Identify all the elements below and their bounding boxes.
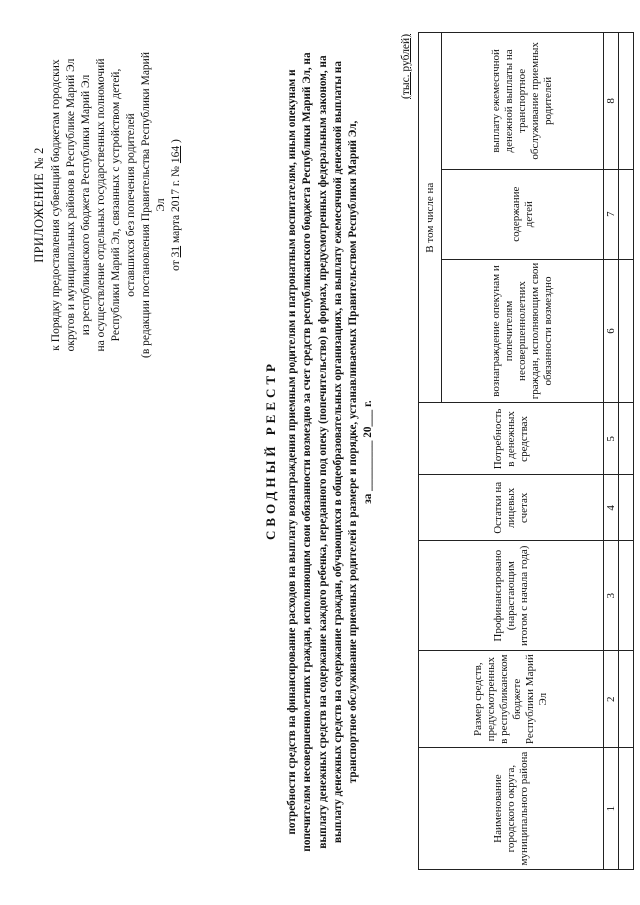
appendix-block <box>32 45 184 365</box>
column-number: 7 <box>604 169 619 259</box>
rotated-page <box>20 15 620 885</box>
units-label: (тыс. рублей) <box>400 33 412 99</box>
empty-data-row <box>619 33 634 870</box>
header-financed: Профинансировано (нарастающим итогом с начала года) <box>419 541 604 651</box>
column-number: 2 <box>604 651 619 748</box>
table-cell[interactable] <box>619 33 634 170</box>
appendix-line: оставшихся без попечения родителей <box>125 113 137 297</box>
header-need: Потребность в денежных средствах <box>419 403 604 475</box>
date-mid: марта 2017 г. № <box>170 165 182 244</box>
header-district: Наименование городского округа, муниципального района <box>419 748 604 870</box>
table-cell[interactable] <box>619 651 634 748</box>
date-suffix: ) <box>170 139 182 143</box>
column-number: 3 <box>604 541 619 651</box>
header-budget-amount: Размер средств, предусмотренных в республиканском бюджете Республики Марий Эл <box>419 651 604 748</box>
appendix-date-line <box>169 45 184 365</box>
subheader-remuneration: вознаграждение опекунам и попечителям несовершеннолетних граждан, исполняющим свои обязанности возмездно <box>442 259 604 403</box>
header-row <box>419 33 442 870</box>
document-title: СВОДНЫЙ РЕЕСТР <box>263 360 278 540</box>
table-cell[interactable] <box>619 475 634 541</box>
header-including: В том числе на <box>419 33 442 403</box>
column-number-row <box>604 33 619 870</box>
appendix-line: на осуществление отдельных государственных полномочий <box>95 58 107 352</box>
period-line: за _________ 20___ г. <box>362 400 375 504</box>
table-cell[interactable] <box>619 403 634 475</box>
subheader-transport: выплату ежемесячной денежной выплаты на транспортное обслуживание приемных родителей <box>442 33 604 170</box>
subheader-child-support: содержание детей <box>442 169 604 259</box>
date-day: 31 <box>170 245 182 258</box>
register-table <box>418 32 634 870</box>
date-number: 164 <box>170 145 182 164</box>
header-balances: Остатки на лицевых счетах <box>419 475 604 541</box>
subtitle-text: потребности средств на финансирование расходов на выплату вознаграждения приемным родителям и патронатным воспитателям, иным опекунам и попечителям несовершеннолетних граждан, исполняющим свои обязанности возмездно за счет средств республиканского бюджета Республики Марий Эл, на выплату денежных средств на содержание каждого ребенка, переданного под опеку (попечительство) в формах, предусмотренных федеральным законом, на выплату денежных средств на содержание граждан, обучающихся в общеобразовательных организациях, на выплату ежемесячной денежной выплаты на транспортное обслуживание приемных родителей в размере и порядке, устанавливаемых Правительством Республики Марий Эл, <box>286 52 360 852</box>
date-prefix: от <box>170 260 182 271</box>
table-cell[interactable] <box>619 169 634 259</box>
document-subtitle <box>285 47 377 857</box>
table-cell[interactable] <box>619 259 634 403</box>
appendix-line: из республиканского бюджета Республики Марий Эл <box>80 74 92 336</box>
appendix-line: (в редакции постановления Правительства Республики Марий Эл <box>140 52 167 358</box>
appendix-line: Республики Марий Эл, связанных с устройством детей, <box>110 68 122 342</box>
column-number: 8 <box>604 33 619 170</box>
appendix-heading: ПРИЛОЖЕНИЕ № 2 <box>32 147 46 263</box>
appendix-line: к Порядку предоставления субвенций бюджетам городских <box>50 59 62 351</box>
column-number: 5 <box>604 403 619 475</box>
table-cell[interactable] <box>619 541 634 651</box>
table-cell[interactable] <box>619 748 634 870</box>
column-number: 6 <box>604 259 619 403</box>
appendix-line: округов и муниципальных районов в Республике Марий Эл <box>65 58 77 352</box>
column-number: 4 <box>604 475 619 541</box>
column-number: 1 <box>604 748 619 870</box>
